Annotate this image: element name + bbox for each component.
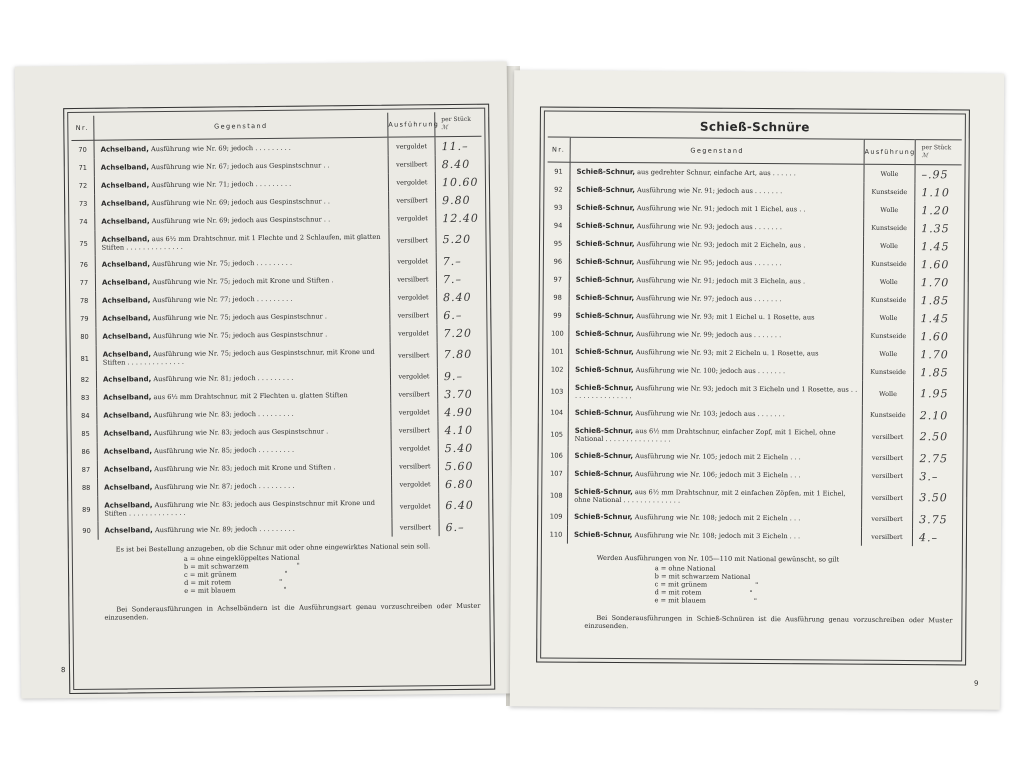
item-number: 90: [75, 522, 98, 540]
item-name: Schieß-Schnur,: [574, 487, 633, 496]
item-finish: vergoldet: [392, 493, 439, 518]
item-price: 3.50: [913, 485, 960, 510]
right-note-intro: Werden Ausführungen von Nr. 105—110 mit National gewünscht, so gilt: [596, 553, 840, 564]
right-price-table: [545, 137, 962, 547]
item-description: [568, 447, 862, 467]
item-finish: Kunstseide: [862, 406, 913, 424]
item-description: [568, 508, 862, 528]
item-number: 74: [72, 213, 95, 231]
item-price: 4.10: [438, 421, 485, 439]
item-number: 104: [546, 404, 569, 422]
item-price: 1.70: [914, 345, 961, 363]
item-price: 8.40: [437, 288, 484, 306]
ditto-mark: ": [749, 588, 753, 597]
item-number: 93: [547, 199, 570, 217]
item-price: 1.60: [914, 255, 961, 273]
header-unit-label: per Stück: [441, 115, 471, 124]
item-detail: Ausführung wie Nr. 95; jedoch aus . . . . . . .: [634, 258, 782, 268]
item-detail: Ausführung wie Nr. 85; jedoch . . . . . . . . .: [151, 445, 295, 456]
item-finish: vergoldet: [388, 137, 435, 156]
item-detail: Ausführung wie Nr. 91; jedoch mit 3 Eicheln, aus .: [634, 276, 806, 286]
item-price: 1.85: [914, 291, 961, 309]
item-name: Schieß-Schnur,: [575, 275, 635, 285]
item-number: 85: [74, 425, 97, 443]
item-number: 91: [547, 162, 570, 181]
item-number: 76: [73, 256, 96, 274]
item-finish: versilbert: [862, 485, 913, 510]
item-name: Schieß-Schnur,: [573, 530, 633, 540]
item-name: Achselband,: [104, 500, 153, 510]
item-description: [95, 228, 389, 256]
left-legend: [184, 552, 480, 595]
item-finish: Kunstseide: [864, 183, 915, 201]
item-price: 7.20: [437, 324, 484, 342]
item-detail: Ausführung wie Nr. 91; jedoch mit 1 Eichel, aus . .: [634, 204, 806, 214]
item-detail: Ausführung wie Nr. 69; jedoch aus Gespinstschnur . .: [149, 215, 331, 226]
item-detail: Ausführung wie Nr. 67; jedoch aus Gespinstschnur . .: [148, 161, 330, 172]
right-table-body: [545, 162, 962, 546]
item-price: 6.80: [439, 475, 486, 493]
header-finish-label: Ausführung: [388, 120, 440, 129]
item-name: Schieß-Schnur,: [576, 221, 635, 231]
item-number: 95: [547, 235, 570, 253]
item-detail: Ausführung wie Nr. 89; jedoch . . . . . . . . .: [152, 524, 295, 535]
item-price: 3.–: [913, 467, 960, 485]
item-finish: Wolle: [862, 381, 913, 406]
item-description: [569, 271, 863, 291]
item-name: Schieß-Schnur,: [575, 257, 635, 267]
item-detail: aus 6½ mm Drahtschnur, einfacher Zopf, mit 1 Eichel, ohne National . . . . . . . . . . . . . . . .: [574, 426, 836, 443]
item-price: 5.60: [438, 457, 485, 475]
item-finish: Wolle: [863, 237, 914, 255]
item-finish: versilbert: [392, 518, 439, 536]
item-finish: versilbert: [862, 449, 913, 467]
item-name: Schieß-Schnur,: [574, 426, 634, 435]
item-name: Schieß-Schnur,: [575, 365, 634, 375]
header-item: Gegenstand: [94, 113, 388, 141]
item-detail: Ausführung wie Nr. 83; jedoch mit Krone und Stiften .: [152, 463, 336, 474]
item-finish: Kunstseide: [863, 255, 914, 273]
item-description: [568, 483, 862, 510]
item-finish: vergoldet: [390, 288, 437, 306]
table-row: [546, 379, 960, 407]
item-price: 7.80: [437, 342, 484, 367]
item-price: 5.40: [438, 439, 485, 457]
item-name: Schieß-Schnur,: [575, 293, 635, 303]
item-name: Achselband,: [102, 349, 152, 359]
item-finish: vergoldet: [390, 367, 437, 385]
right-page: [510, 70, 1004, 709]
item-number: 102: [546, 361, 569, 379]
legend-text: b = mit schwarzem National: [654, 572, 751, 581]
item-description: [570, 162, 864, 183]
item-description: [568, 422, 862, 449]
right-table-header: [548, 137, 962, 165]
item-number: 72: [72, 177, 95, 195]
item-number: 97: [547, 271, 570, 289]
item-name: Schieß-Schnur,: [574, 451, 634, 461]
right-notes: [544, 544, 959, 633]
item-name: Schieß-Schnur,: [574, 512, 633, 522]
item-number: 88: [75, 479, 98, 497]
header-unit: [435, 112, 482, 137]
item-name: Schieß-Schnur,: [574, 469, 633, 479]
item-detail: Ausführung wie Nr. 93; mit 2 Eicheln u. 1 Rosette, aus: [633, 348, 819, 358]
item-price: 1.70: [914, 273, 961, 291]
item-finish: versilbert: [391, 457, 438, 475]
item-detail: Ausführung wie Nr. 108; jedoch mit 3 Eicheln . . .: [632, 531, 801, 541]
item-detail: Ausführung wie Nr. 106; jedoch mit 3 Eicheln . . .: [632, 470, 801, 480]
item-description: [568, 404, 862, 424]
mark-symbol: ℳ: [921, 152, 929, 160]
item-price: 6.–: [437, 306, 484, 324]
item-price: 7.–: [436, 270, 483, 288]
item-detail: Ausführung wie Nr. 81; jedoch . . . . . . . . .: [151, 373, 294, 384]
item-detail: Ausführung wie Nr. 91; jedoch aus . . . . . . .: [634, 186, 783, 196]
item-name: Schieß-Schnur,: [576, 203, 635, 213]
item-finish: versilbert: [389, 270, 436, 288]
legend-entry: [184, 584, 480, 595]
item-finish: versilbert: [862, 510, 913, 528]
page-title: Schieß-Schnüre: [699, 119, 810, 135]
item-finish: Wolle: [864, 201, 915, 219]
item-name: Schieß-Schnur,: [576, 185, 635, 195]
item-detail: aus 6½ mm Drahtschnur, mit 2 Flechten u. glatten Stiften: [151, 391, 348, 402]
item-price: 8.40: [435, 155, 482, 173]
ditto-mark: ": [283, 585, 287, 594]
legend-text: d = mit rotem: [654, 588, 702, 597]
item-number: 83: [74, 389, 97, 407]
item-finish: versilbert: [391, 421, 438, 439]
item-price: 1.85: [914, 363, 961, 381]
item-price: –.95: [915, 165, 962, 184]
item-number: 98: [547, 289, 570, 307]
item-name: Schieß-Schnur,: [574, 408, 634, 418]
item-number: 107: [545, 465, 568, 483]
header-finish: [388, 112, 440, 137]
item-finish: Wolle: [863, 309, 914, 327]
header-nr: Nr.: [548, 137, 571, 162]
item-number: 70: [71, 140, 94, 159]
header-unit: [915, 140, 962, 165]
item-description: [569, 361, 863, 381]
item-description: [569, 343, 863, 363]
item-finish: Wolle: [863, 345, 914, 363]
item-description: [569, 235, 863, 255]
item-detail: aus gedrehter Schnur, einfache Art, aus . . . . . .: [634, 168, 796, 178]
item-name: Schieß-Schnur,: [575, 347, 634, 357]
item-price: 1.10: [915, 183, 962, 201]
left-price-table: [71, 112, 485, 540]
item-price: 1.95: [913, 381, 960, 406]
item-description: [567, 526, 861, 546]
legend-text: a = ohne eingeklöppeltes National: [183, 553, 300, 563]
item-detail: Ausführung wie Nr. 93; jedoch mit 3 Eicheln und 1 Rosette, aus . . . . . . . . . . . . . . . .: [574, 383, 858, 400]
item-detail: Ausführung wie Nr. 87; jedoch . . . . . . . . .: [152, 481, 295, 492]
item-description: [568, 465, 862, 485]
item-detail: Ausführung wie Nr. 100; jedoch aus . . . . . . .: [633, 366, 786, 376]
item-name: Achselband,: [101, 234, 150, 244]
item-number: 73: [72, 195, 95, 213]
left-note-intro: Es ist bei Bestellung anzugeben, ob die Schnur mit oder ohne eingewirktes National sein soll.: [115, 542, 431, 554]
item-name: Achselband,: [102, 296, 151, 305]
item-name: Achselband,: [100, 163, 150, 172]
item-price: 11.–: [435, 136, 482, 155]
item-detail: Ausführung wie Nr. 83; jedoch aus Gespinstschnur .: [151, 427, 329, 438]
item-price: 1.60: [914, 327, 961, 345]
legend-text: e = mit blauem: [184, 586, 236, 595]
item-description: [96, 343, 390, 371]
item-finish: versilbert: [390, 342, 437, 367]
item-price: 12.40: [436, 209, 483, 227]
right-page-frame: [536, 106, 970, 665]
page-number-right: 9: [973, 679, 979, 688]
item-finish: vergoldet: [392, 475, 439, 493]
header-unit-label: per Stück: [921, 144, 952, 152]
item-finish: Kunstseide: [864, 219, 915, 237]
item-description: [569, 325, 863, 345]
item-number: 86: [75, 443, 98, 461]
legend-text: d = mit rotem: [184, 578, 232, 587]
legend-text: e = mit blauem: [654, 596, 706, 605]
item-number: 105: [546, 422, 569, 447]
item-detail: Ausführung wie Nr. 105; jedoch mit 2 Eicheln . . .: [633, 452, 801, 462]
item-detail: Ausführung wie Nr. 108; jedoch mit 2 Eicheln . . .: [632, 513, 801, 523]
header-finish-label: Ausführung: [864, 147, 916, 157]
item-price: 4.90: [438, 403, 485, 421]
item-number: 108: [545, 483, 568, 508]
ditto-mark: ": [753, 596, 757, 606]
item-detail: Ausführung wie Nr. 69; jedoch aus Gespinstschnur . .: [149, 197, 331, 208]
item-finish: vergoldet: [389, 252, 436, 270]
item-name: Achselband,: [103, 411, 152, 420]
item-finish: vergoldet: [390, 324, 437, 342]
item-price: 10.60: [435, 173, 482, 191]
item-finish: versilbert: [389, 191, 436, 209]
item-number: 100: [546, 325, 569, 343]
header-finish: [864, 139, 915, 164]
item-name: Achselband,: [101, 217, 150, 226]
table-row: [546, 422, 960, 450]
item-detail: Ausführung wie Nr. 97; jedoch aus . . . . . . .: [634, 294, 782, 304]
item-name: Achselband,: [102, 332, 151, 341]
item-description: [568, 379, 862, 406]
item-number: 106: [545, 447, 568, 465]
item-detail: Ausführung wie Nr. 75; jedoch . . . . . . . . .: [150, 258, 293, 269]
item-description: [570, 199, 864, 219]
item-description: [569, 307, 863, 327]
item-finish: Wolle: [864, 164, 915, 183]
item-number: 89: [75, 497, 98, 522]
item-number: 79: [73, 310, 96, 328]
item-description: [570, 217, 864, 237]
item-finish: versilbert: [861, 528, 912, 546]
item-name: Achselband,: [100, 181, 150, 190]
ditto-mark: ": [284, 569, 288, 578]
legend-entry: [655, 596, 953, 606]
item-price: 1.45: [914, 309, 961, 327]
item-finish: versilbert: [388, 155, 435, 173]
item-finish: versilbert: [389, 227, 436, 252]
item-price: 2.75: [913, 449, 960, 467]
item-name: Achselband,: [103, 393, 152, 402]
item-number: 78: [73, 292, 96, 310]
item-name: Schieß-Schnur,: [576, 167, 636, 177]
ditto-mark: ": [296, 561, 300, 570]
legend-text: c = mit grünem: [183, 570, 237, 579]
table-row: [545, 483, 959, 511]
item-description: [570, 181, 864, 201]
item-name: Achselband,: [104, 483, 153, 492]
item-finish: Kunstseide: [863, 291, 914, 309]
item-price: 6.40: [439, 493, 486, 518]
item-number: 92: [547, 181, 570, 199]
item-finish: vergoldet: [389, 209, 436, 227]
header-item: Gegenstand: [570, 137, 864, 164]
item-detail: Ausführung wie Nr. 83; jedoch aus Gespinstschnur mit Krone und Stiften . . . . . . . . . . . . . .: [104, 498, 376, 518]
item-price: 6.–: [439, 518, 486, 536]
item-number: 71: [72, 159, 95, 177]
item-name: Achselband,: [103, 465, 153, 474]
item-number: 87: [75, 461, 98, 479]
legend-text: b = mit schwarzem: [183, 562, 249, 571]
item-number: 103: [546, 379, 569, 404]
item-name: Achselband,: [101, 260, 151, 269]
item-detail: Ausführung wie Nr. 103; jedoch aus . . . . . . .: [633, 409, 785, 419]
item-number: 75: [72, 231, 95, 256]
item-price: 2.10: [913, 406, 960, 424]
item-number: 80: [73, 328, 96, 346]
item-number: 94: [547, 217, 570, 235]
left-page: [15, 61, 514, 698]
item-number: 77: [73, 274, 96, 292]
item-detail: Ausführung wie Nr. 69; jedoch . . . . . . . . .: [148, 143, 291, 154]
item-price: 7.–: [436, 252, 483, 270]
item-number: 81: [74, 346, 97, 371]
item-detail: Ausführung wie Nr. 75; jedoch mit Krone und Stiften .: [150, 276, 334, 287]
item-price: 1.20: [915, 201, 962, 219]
item-price: 3.70: [438, 385, 485, 403]
item-price: 3.75: [913, 510, 960, 528]
item-name: Achselband,: [104, 526, 153, 535]
item-finish: Wolle: [863, 273, 914, 291]
item-name: Achselband,: [101, 278, 151, 287]
item-detail: Ausführung wie Nr. 93; jedoch aus . . . . . . .: [634, 222, 782, 232]
item-finish: Kunstseide: [863, 363, 914, 381]
item-number: 99: [546, 307, 569, 325]
left-notes: [76, 536, 487, 622]
legend-text: c = mit grünem: [654, 580, 708, 589]
item-number: 82: [74, 371, 97, 389]
item-price: 1.35: [915, 219, 962, 237]
item-detail: Ausführung wie Nr. 71; jedoch . . . . . . . . .: [149, 179, 292, 190]
item-number: 110: [545, 526, 568, 544]
item-number: 101: [546, 343, 569, 361]
item-detail: Ausführung wie Nr. 93; mit 1 Eichel u. 1 Rosette, aus: [633, 312, 815, 322]
item-name: Achselband,: [101, 199, 150, 208]
item-detail: aus 6½ mm Drahtschnur, mit 2 einfachen Zöpfen, mit 1 Eichel, ohne National . . . . . . . . . . . . . .: [574, 487, 846, 504]
left-table-body: [71, 136, 485, 540]
item-finish: versilbert: [862, 467, 913, 485]
item-name: Schieß-Schnur,: [575, 329, 634, 339]
item-detail: Ausführung wie Nr. 75; jedoch aus Gespinstschnur, mit Krone und Stiften . . . . . . . . . . . . . .: [102, 347, 375, 367]
item-detail: aus 6½ mm Drahtschnur, mit 1 Flechte und 2 Schlaufen, mit glatten Stiften . . . . . . . . . . . . . .: [101, 232, 381, 252]
ditto-mark: ": [755, 580, 759, 590]
item-name: Achselband,: [100, 145, 149, 154]
item-description: [569, 253, 863, 273]
item-price: 4.–: [912, 528, 959, 546]
item-name: Achselband,: [102, 375, 152, 384]
item-finish: Kunstseide: [863, 327, 914, 345]
item-price: 2.50: [913, 424, 960, 449]
item-price: 5.20: [436, 227, 483, 252]
item-finish: vergoldet: [391, 403, 438, 421]
header-nr: Nr.: [71, 116, 94, 141]
item-name: Schieß-Schnur,: [575, 239, 635, 249]
item-name: Schieß-Schnur,: [575, 311, 635, 321]
item-detail: Ausführung wie Nr. 99; jedoch aus . . . . . . .: [633, 330, 782, 340]
item-finish: vergoldet: [391, 439, 438, 457]
item-finish: vergoldet: [388, 173, 435, 191]
item-name: Achselband,: [102, 314, 151, 323]
item-detail: Ausführung wie Nr. 75; jedoch aus Gespinstschnur .: [150, 330, 328, 341]
item-price: 1.45: [914, 237, 961, 255]
item-detail: Ausführung wie Nr. 83; jedoch . . . . . . . . .: [151, 409, 294, 420]
right-note-special: Bei Sonderausführungen in Schieß-Schnüren ist die Ausführung genau vorzuschreiben oder Muster einzusenden.: [584, 613, 953, 631]
item-description: [98, 494, 392, 522]
mark-symbol: ℳ: [441, 124, 448, 132]
item-detail: Ausführung wie Nr. 75; jedoch aus Gespinstschnur .: [150, 312, 328, 323]
left-note-special: Bei Sonderausführungen in Achselbändern ist die Ausführungsart genau vorzuschreiben oder Muster einzusenden.: [104, 601, 481, 622]
item-number: 109: [545, 508, 568, 526]
item-name: Schieß-Schnur,: [574, 383, 634, 392]
left-page-frame: [60, 104, 495, 694]
item-finish: versilbert: [391, 385, 438, 403]
item-number: 84: [74, 407, 97, 425]
page-number-left: 8: [60, 666, 66, 675]
item-name: Achselband,: [103, 429, 152, 438]
item-price: 9.80: [436, 191, 483, 209]
item-detail: Ausführung wie Nr. 93; jedoch mit 2 Eicheln, aus .: [634, 240, 806, 250]
right-legend: [655, 564, 953, 606]
item-finish: versilbert: [390, 306, 437, 324]
item-name: Achselband,: [103, 447, 153, 456]
item-number: 96: [547, 253, 570, 271]
item-detail: Ausführung wie Nr. 77; jedoch . . . . . . . . .: [150, 294, 293, 305]
item-finish: versilbert: [862, 424, 913, 449]
ditto-mark: ": [279, 577, 283, 586]
item-description: [569, 289, 863, 309]
item-price: 9.–: [437, 367, 484, 385]
legend-text: a = ohne National: [654, 564, 716, 573]
